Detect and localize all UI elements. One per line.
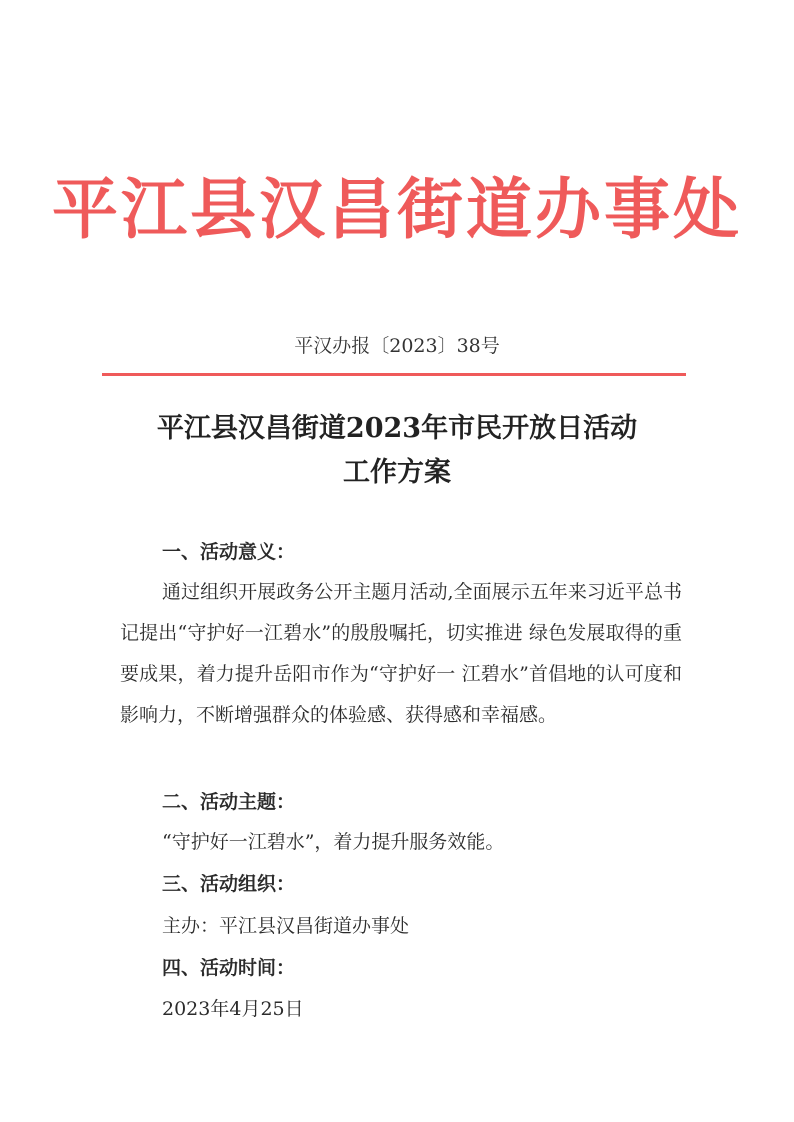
section-heading-2: 二、活动主题： xyxy=(162,791,296,813)
document-title-line1: 平江县汉昌街道2023年市民开放日活动 xyxy=(156,413,638,444)
document-title-line2: 工作方案 xyxy=(343,457,451,488)
document-number: 平汉办报〔2023〕38号 xyxy=(294,335,500,357)
section-content-3: 主办：平江县汉昌街道办事处 xyxy=(162,915,410,937)
red-divider xyxy=(102,373,686,376)
section-heading-3: 三、活动组织： xyxy=(162,873,296,895)
org-header-title: 平江县汉昌街道办事处 xyxy=(52,170,742,248)
section-content-2: “守护好一江碧水”，着力提升服务效能。 xyxy=(162,831,505,853)
section-heading-4: 四、活动时间： xyxy=(162,957,296,979)
section-heading-1: 一、活动意义： xyxy=(162,541,296,563)
section-paragraph-1: 通过组织开展政务公开主题月活动,全面展示五年来习近平总书记提出“守护好一江碧水”的殷殷嘱托，切实推进 绿色发展取得的重要成果，着力提升岳阳市作为“守护好一 江碧水”首倡地的认可度和影响力，不断增强群众的体验感、获得感和幸福感。 xyxy=(120,581,682,726)
section-content-4: 2023年4月25日 xyxy=(162,998,304,1020)
